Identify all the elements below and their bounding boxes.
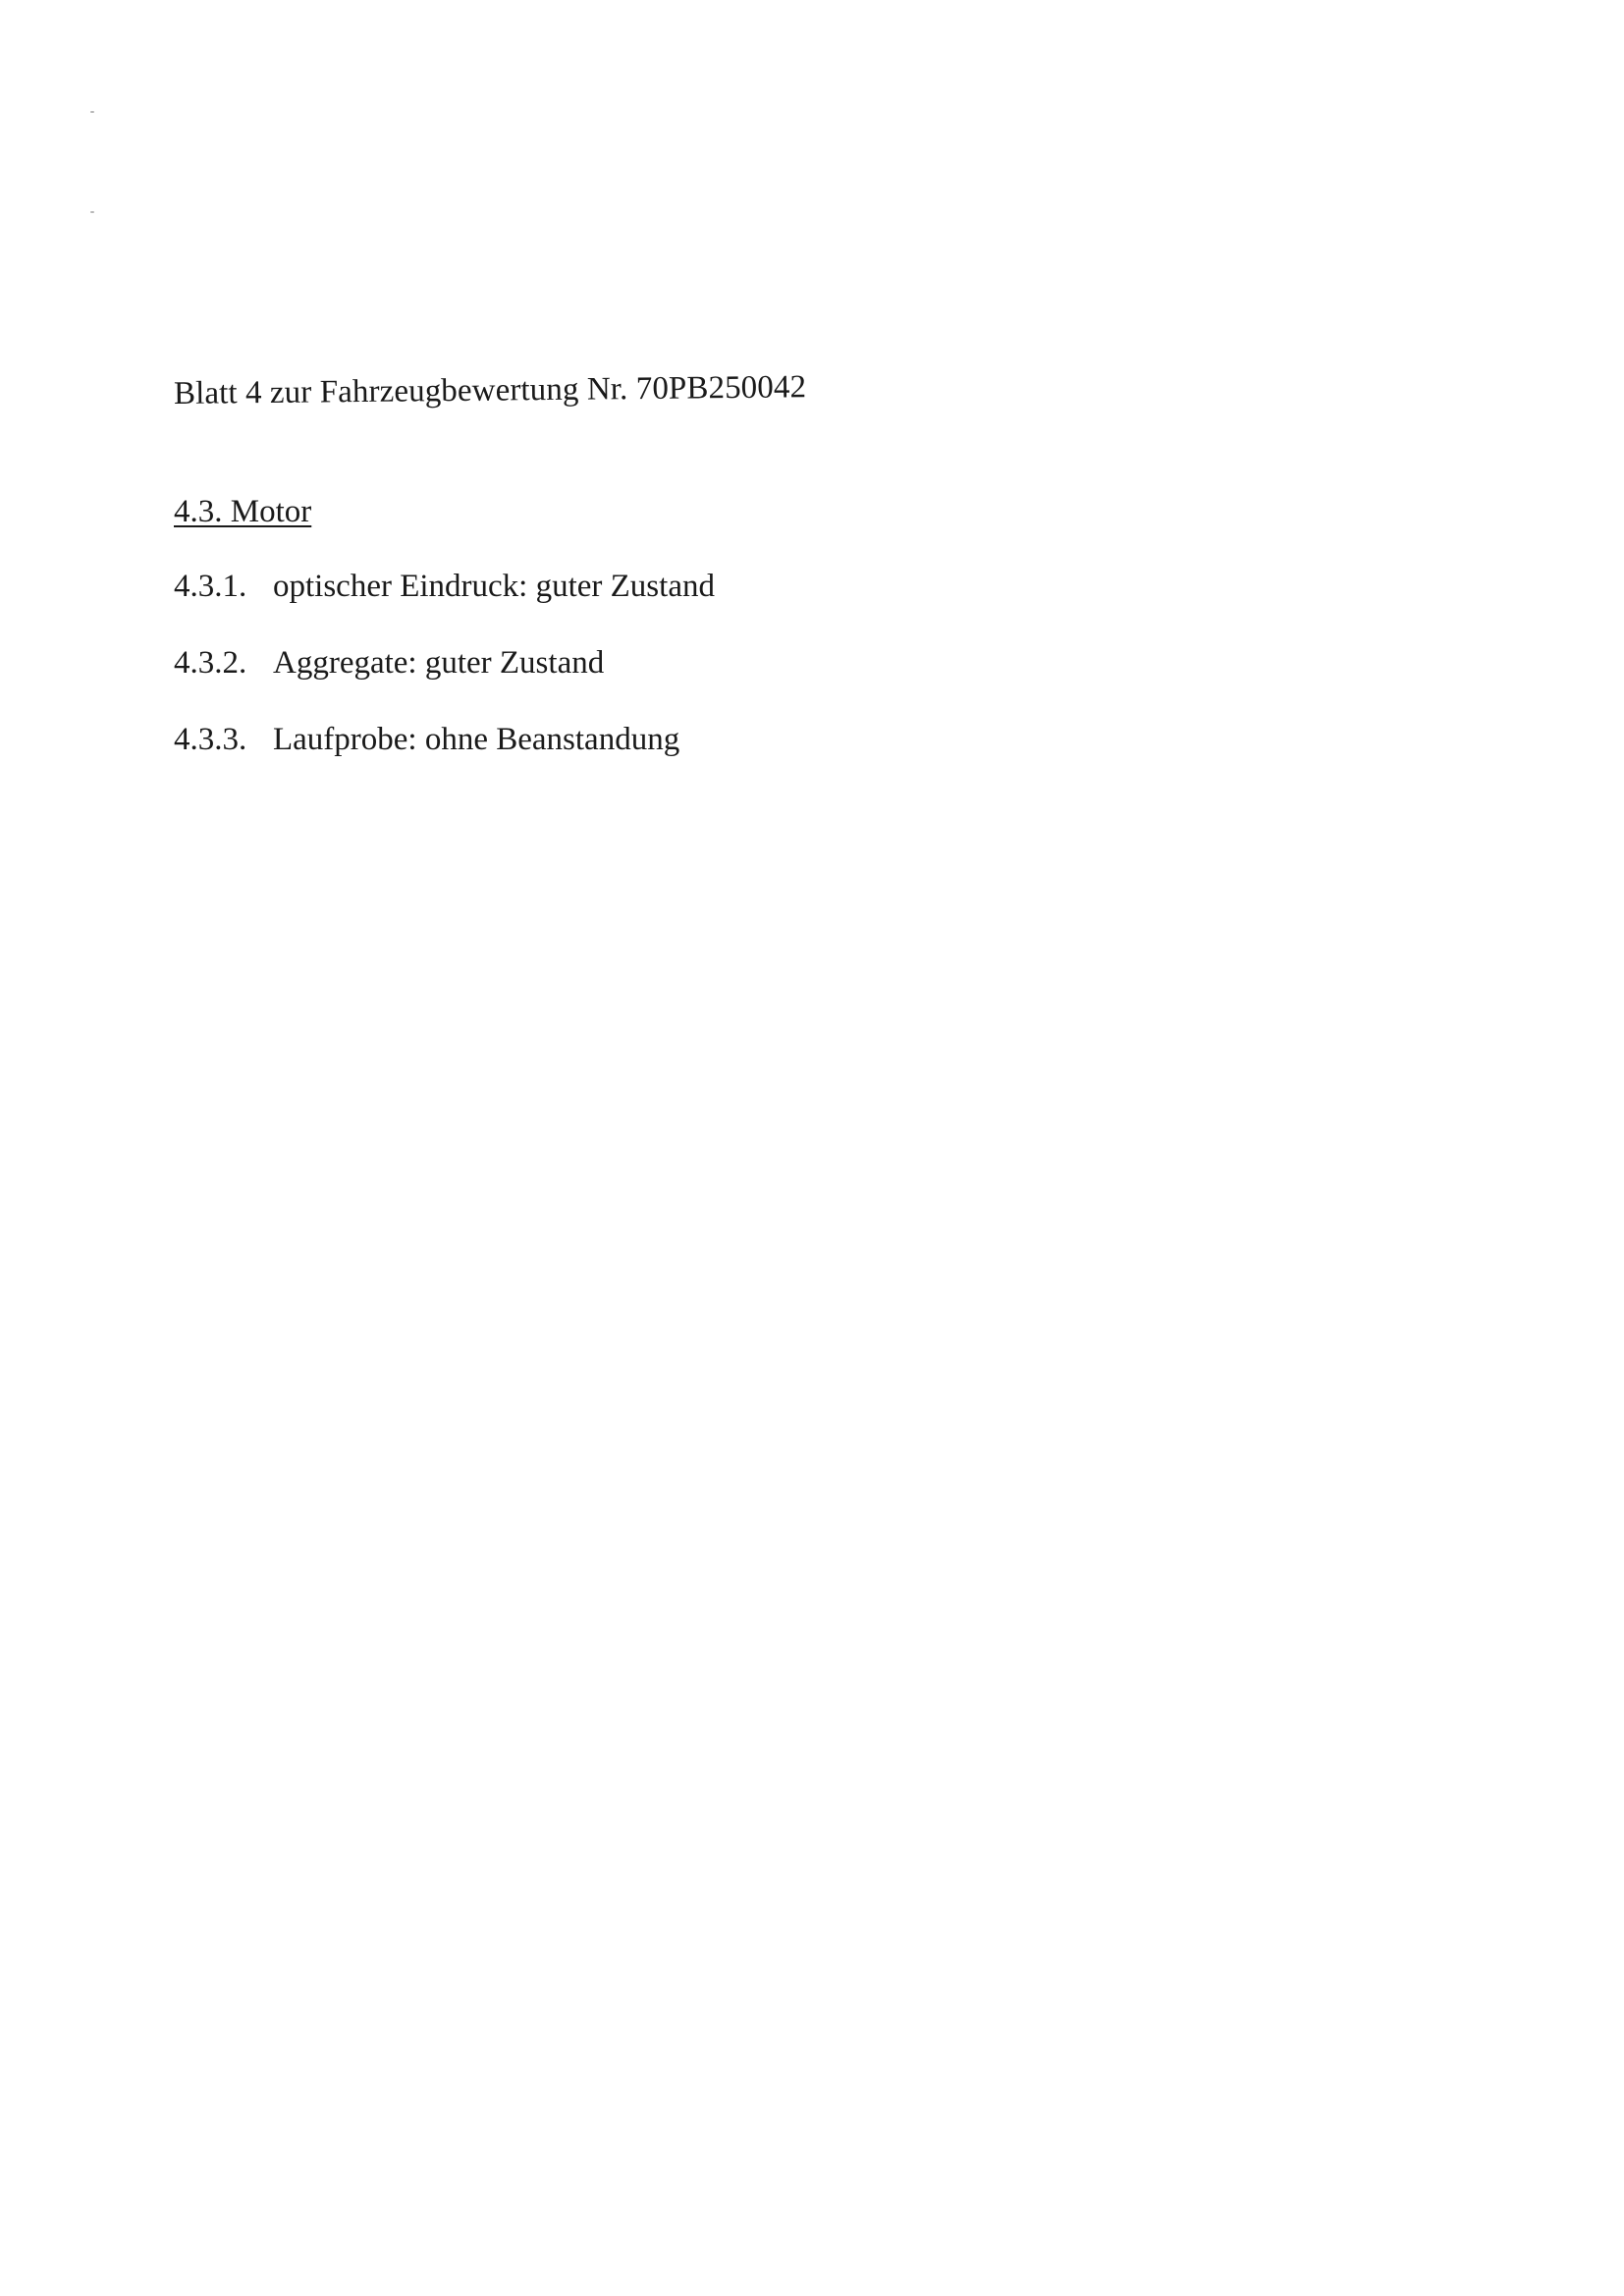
scan-mark [90,111,94,113]
item-number: 4.3.2. [174,645,247,681]
item-text: Aggregate: guter Zustand [273,645,605,681]
list-item [174,722,679,758]
item-number: 4.3.1. [174,569,247,604]
item-number: 4.3.3. [174,722,247,757]
item-text: optischer Eindruck: guter Zustand [273,569,715,604]
list-item [174,569,715,605]
item-text: Laufprobe: ohne Beanstandung [273,722,680,757]
sheet-header: Blatt 4 zur Fahrzeugbewertung Nr. 70PB250042 [173,369,807,411]
section-heading: 4.3. Motor [174,494,312,529]
list-item [174,645,604,682]
scan-mark [90,211,94,213]
